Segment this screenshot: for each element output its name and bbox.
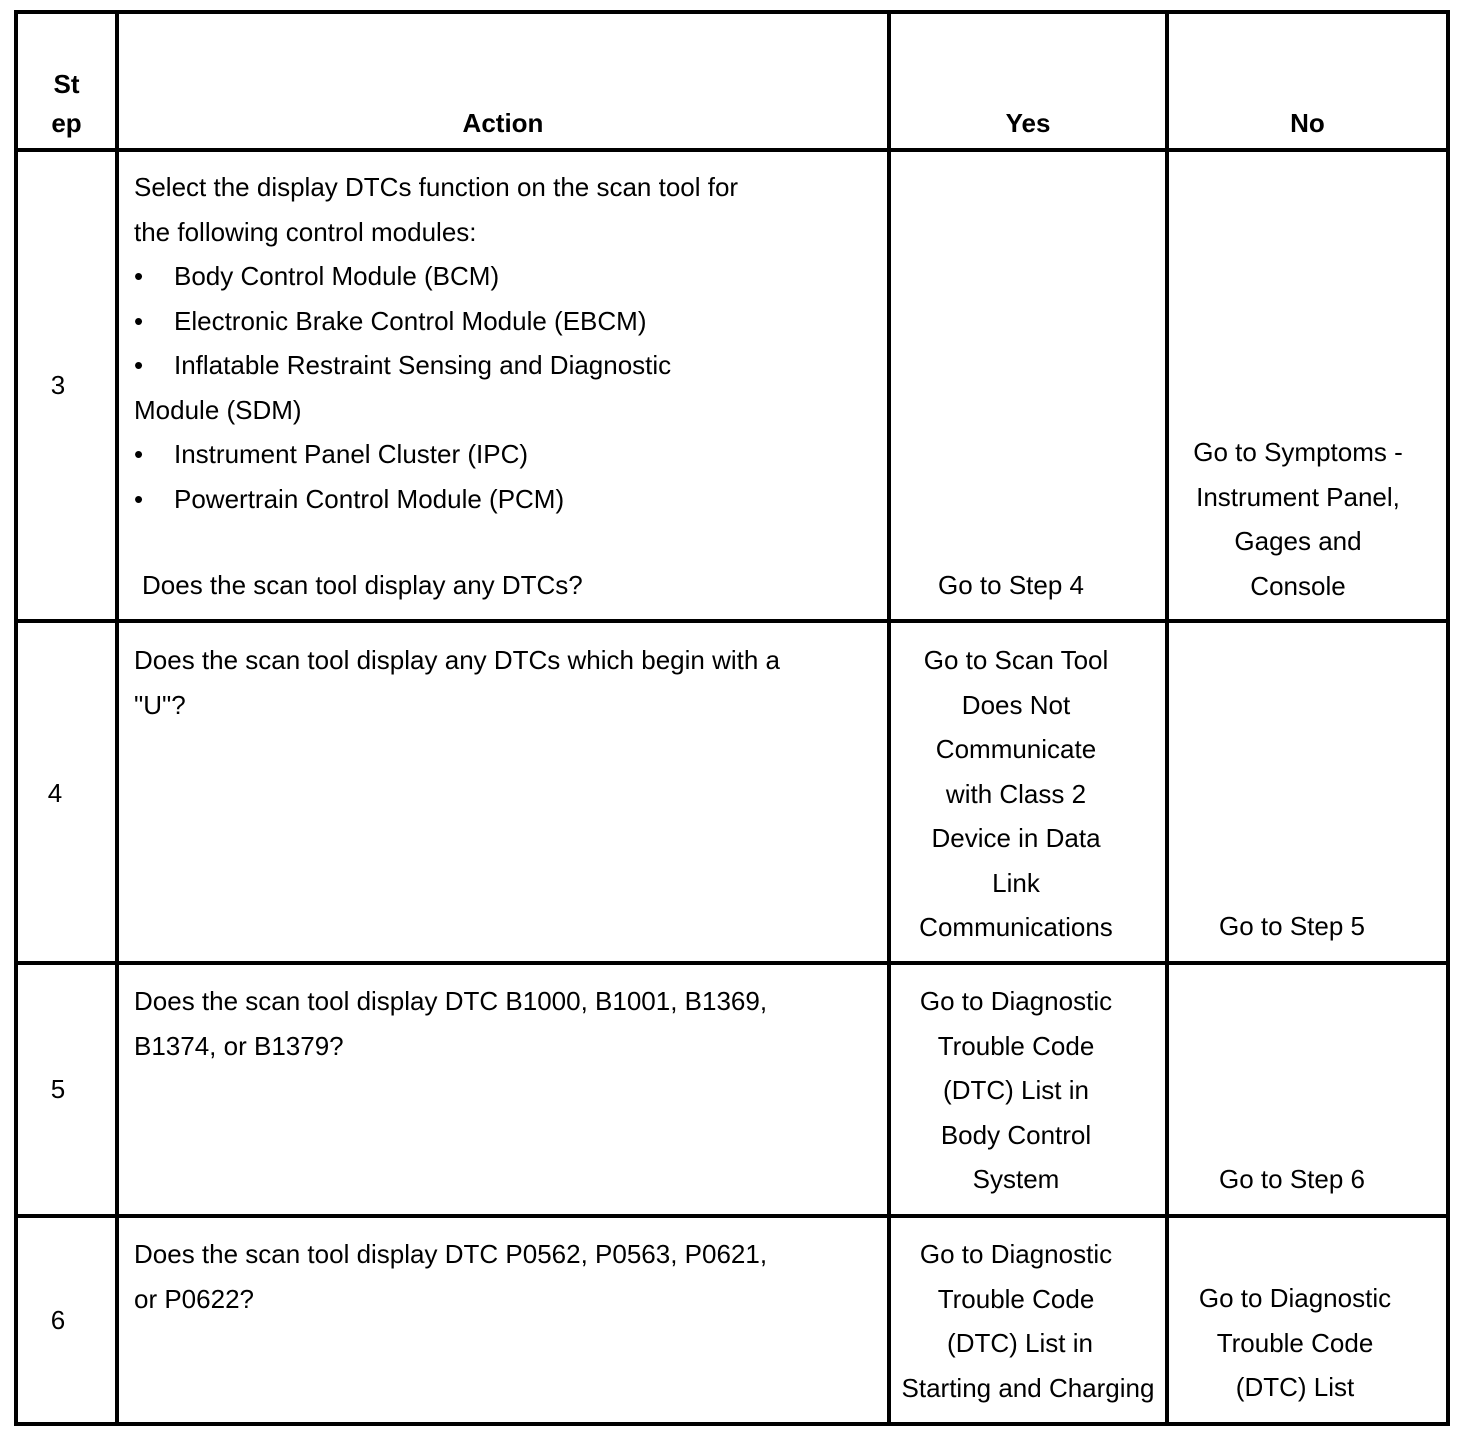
no-cell: Go to Step 6	[1219, 1164, 1365, 1194]
row-divider	[14, 1214, 1450, 1218]
step-number: 6	[50, 1305, 66, 1335]
header-divider	[14, 148, 1450, 152]
list-item: • Electronic Brake Control Module (EBCM)	[134, 299, 738, 344]
row-divider	[14, 619, 1450, 623]
table-border-left	[14, 10, 18, 1426]
column-divider	[1165, 10, 1169, 1426]
column-divider	[115, 10, 119, 1426]
step-number: 4	[47, 778, 63, 808]
bullet-glyph: •	[134, 261, 144, 291]
table-border-right	[1446, 10, 1450, 1426]
row-divider	[14, 961, 1450, 965]
yes-cell: Go to Diagnostic Trouble Code (DTC) List in Starting and Charging	[901, 1239, 1155, 1403]
no-cell: Go to Step 5	[1219, 911, 1365, 941]
yes-cell: Go to Scan Tool Does Not Communicate with Class 2 Device in Data Link Communications	[919, 645, 1113, 942]
header-step-line1: St	[53, 69, 80, 99]
action-line: the following control modules:	[134, 216, 477, 247]
list-item-continuation: Module (SDM)	[134, 394, 302, 425]
action-text	[134, 165, 738, 521]
step-number: 3	[50, 370, 66, 400]
yes-cell: Go to Diagnostic Trouble Code (DTC) List in Body Control System	[919, 986, 1113, 1194]
header-action: Action	[462, 108, 544, 138]
bullet-glyph: •	[134, 483, 144, 514]
list-item: • Powertrain Control Module (PCM)	[134, 477, 738, 522]
header-step	[18, 65, 115, 143]
action-line: Select the display DTCs function on the scan tool for	[134, 172, 739, 202]
bullet-glyph: •	[134, 305, 144, 336]
list-item: • Inflatable Restraint Sensing and Diagnostic	[134, 343, 738, 388]
step-number: 5	[50, 1074, 66, 1104]
list-item: • Instrument Panel Cluster (IPC)	[134, 432, 738, 477]
header-step-line2: ep	[51, 108, 82, 138]
header-yes: Yes	[1005, 108, 1051, 138]
action-text: Does the scan tool display DTC B1000, B1001, B1369, B1374, or B1379?	[134, 986, 768, 1061]
no-cell: Go to Diagnostic Trouble Code (DTC) List	[1198, 1283, 1392, 1402]
action-question: Does the scan tool display any DTCs?	[142, 570, 583, 600]
table-border-top	[14, 10, 1450, 14]
no-cell: Go to Symptoms - Instrument Panel, Gages and Console	[1193, 437, 1403, 601]
bullet-glyph: •	[134, 350, 144, 380]
yes-cell: Go to Step 4	[938, 570, 1084, 600]
action-text: Does the scan tool display DTC P0562, P0563, P0621, or P0622?	[134, 1239, 768, 1314]
list-item: • Body Control Module (BCM)	[134, 254, 738, 299]
bullet-glyph: •	[134, 439, 144, 469]
header-no: No	[1290, 108, 1325, 138]
table-border-bottom	[14, 1422, 1450, 1426]
action-text: Does the scan tool display any DTCs which begin with a "U"?	[134, 645, 780, 720]
